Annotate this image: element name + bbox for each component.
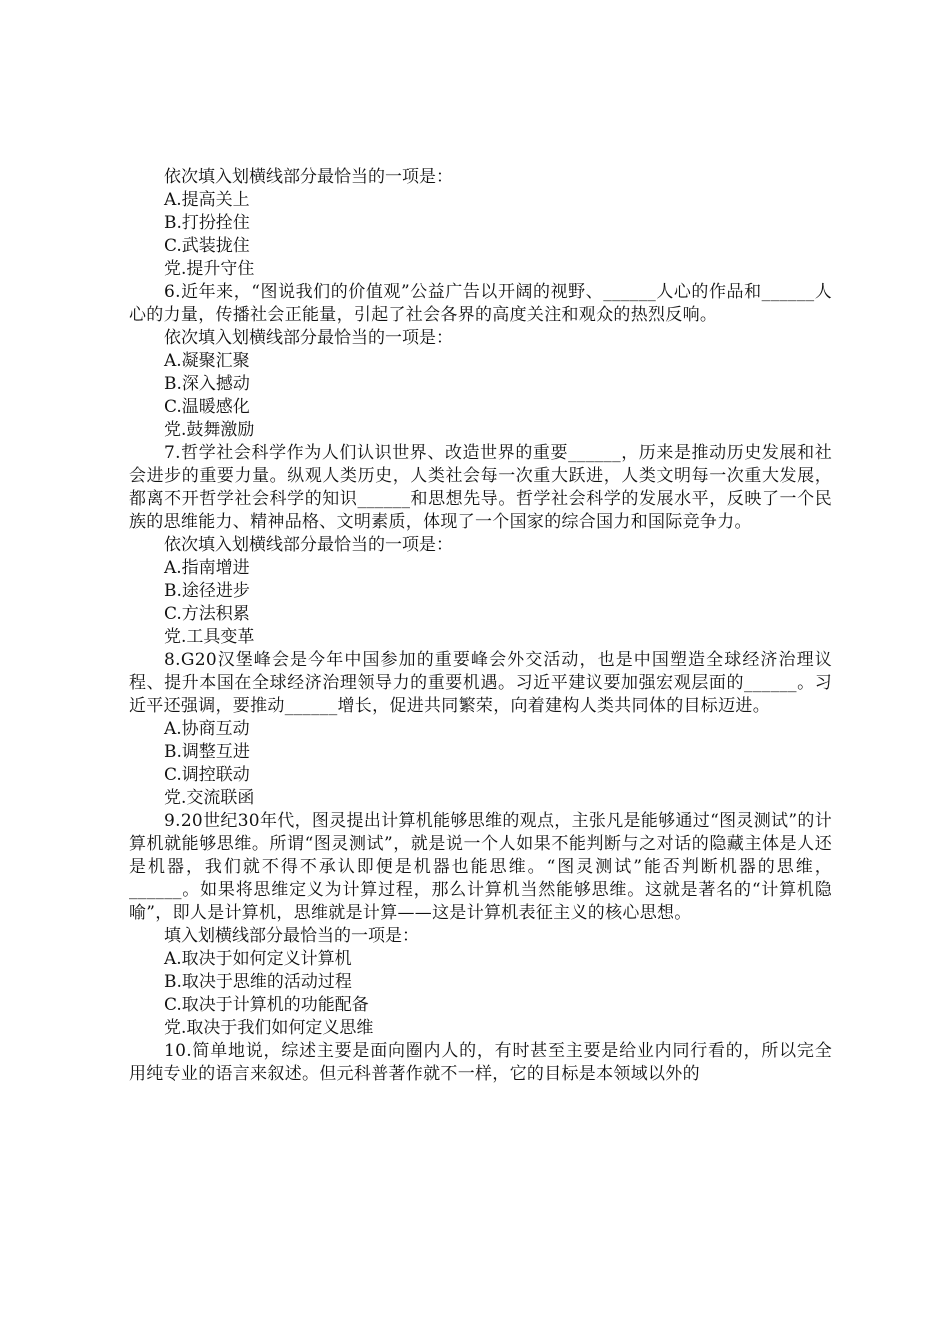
option-d: 党.交流联函 [164,788,255,808]
prompt-text: 填入划横线部分最恰当的一项是： [164,926,419,946]
option-d: 党.取决于我们如何定义思维 [164,1018,374,1038]
prompt-text: 依次填入划横线部分最恰当的一项是： [164,167,453,187]
question-10: 10.简单地说，综述主要是面向圈内人的，有时甚至主要是给业内同行看的，所以完全用纯专业的语言来叙述。但元科普著作就不一样，它的目标是本领域以外的 [129,1041,832,1084]
option-d: 党.提升守住 [164,259,255,279]
option-c: C.取决于计算机的功能配备 [164,995,369,1015]
option-a: A.取决于如何定义计算机 [164,949,352,969]
option-a: A.指南增进 [164,558,250,578]
option-c: C.调控联动 [164,765,250,785]
option-a: A.凝聚汇聚 [164,351,250,371]
document-page [129,166,832,1086]
question-9: 9.20世纪30年代，图灵提出计算机能够思维的观点，主张凡是能够通过“图灵测试”的计算机就能够思维。所谓“图灵测试”，就是说一个人如果不能判断与之对话的隐藏主体是人还是机器，我们就不得不承认即便是机器也能思维。“图灵测试”能否判断机器的思维，______。如果将思维定义为计算过程，那么计算机当然能够思维。这就是著名的“计算机隐喻”，即人是计算机，思维就是计算——这是计算机表征主义的核心思想。 [129,811,832,923]
question-7: 7.哲学社会科学作为人们认识世界、改造世界的重要______，历来是推动历史发展和社会进步的重要力量。纵观人类历史，人类社会每一次重大跃进，人类文明每一次重大发展，都离不开哲学社会科学的知识______和思想先导。哲学社会科学的发展水平，反映了一个民族的思维能力、精神品格、文明素质，体现了一个国家的综合国力和国际竞争力。 [129,443,832,532]
option-b: B.取决于思维的活动过程 [164,972,352,992]
prompt-text: 依次填入划横线部分最恰当的一项是： [164,328,453,348]
option-b: B.打扮拴住 [164,213,250,233]
option-c: C.方法积累 [164,604,250,624]
option-d: 党.工具变革 [164,627,255,647]
option-c: C.武装拢住 [164,236,250,256]
question-6: 6.近年来，“图说我们的价值观”公益广告以开阔的视野、______人心的作品和______人心的力量，传播社会正能量，引起了社会各界的高度关注和观众的热烈反响。 [129,282,832,325]
option-b: B.途径进步 [164,581,250,601]
option-b: B.调整互进 [164,742,250,762]
option-d: 党.鼓舞激励 [164,420,255,440]
option-b: B.深入撼动 [164,374,250,394]
option-c: C.温暖感化 [164,397,250,417]
prompt-text: 依次填入划横线部分最恰当的一项是： [164,535,453,555]
option-a: A.协商互动 [164,719,250,739]
question-8: 8.G20汉堡峰会是今年中国参加的重要峰会外交活动，也是中国塑造全球经济治理议程、提升本国在全球经济治理领导力的重要机遇。习近平建议要加强宏观层面的______。习近平还强调，要推动______增长，促进共同繁荣，向着建构人类共同体的目标迈进。 [129,650,832,716]
option-a: A.提高关上 [164,190,250,210]
